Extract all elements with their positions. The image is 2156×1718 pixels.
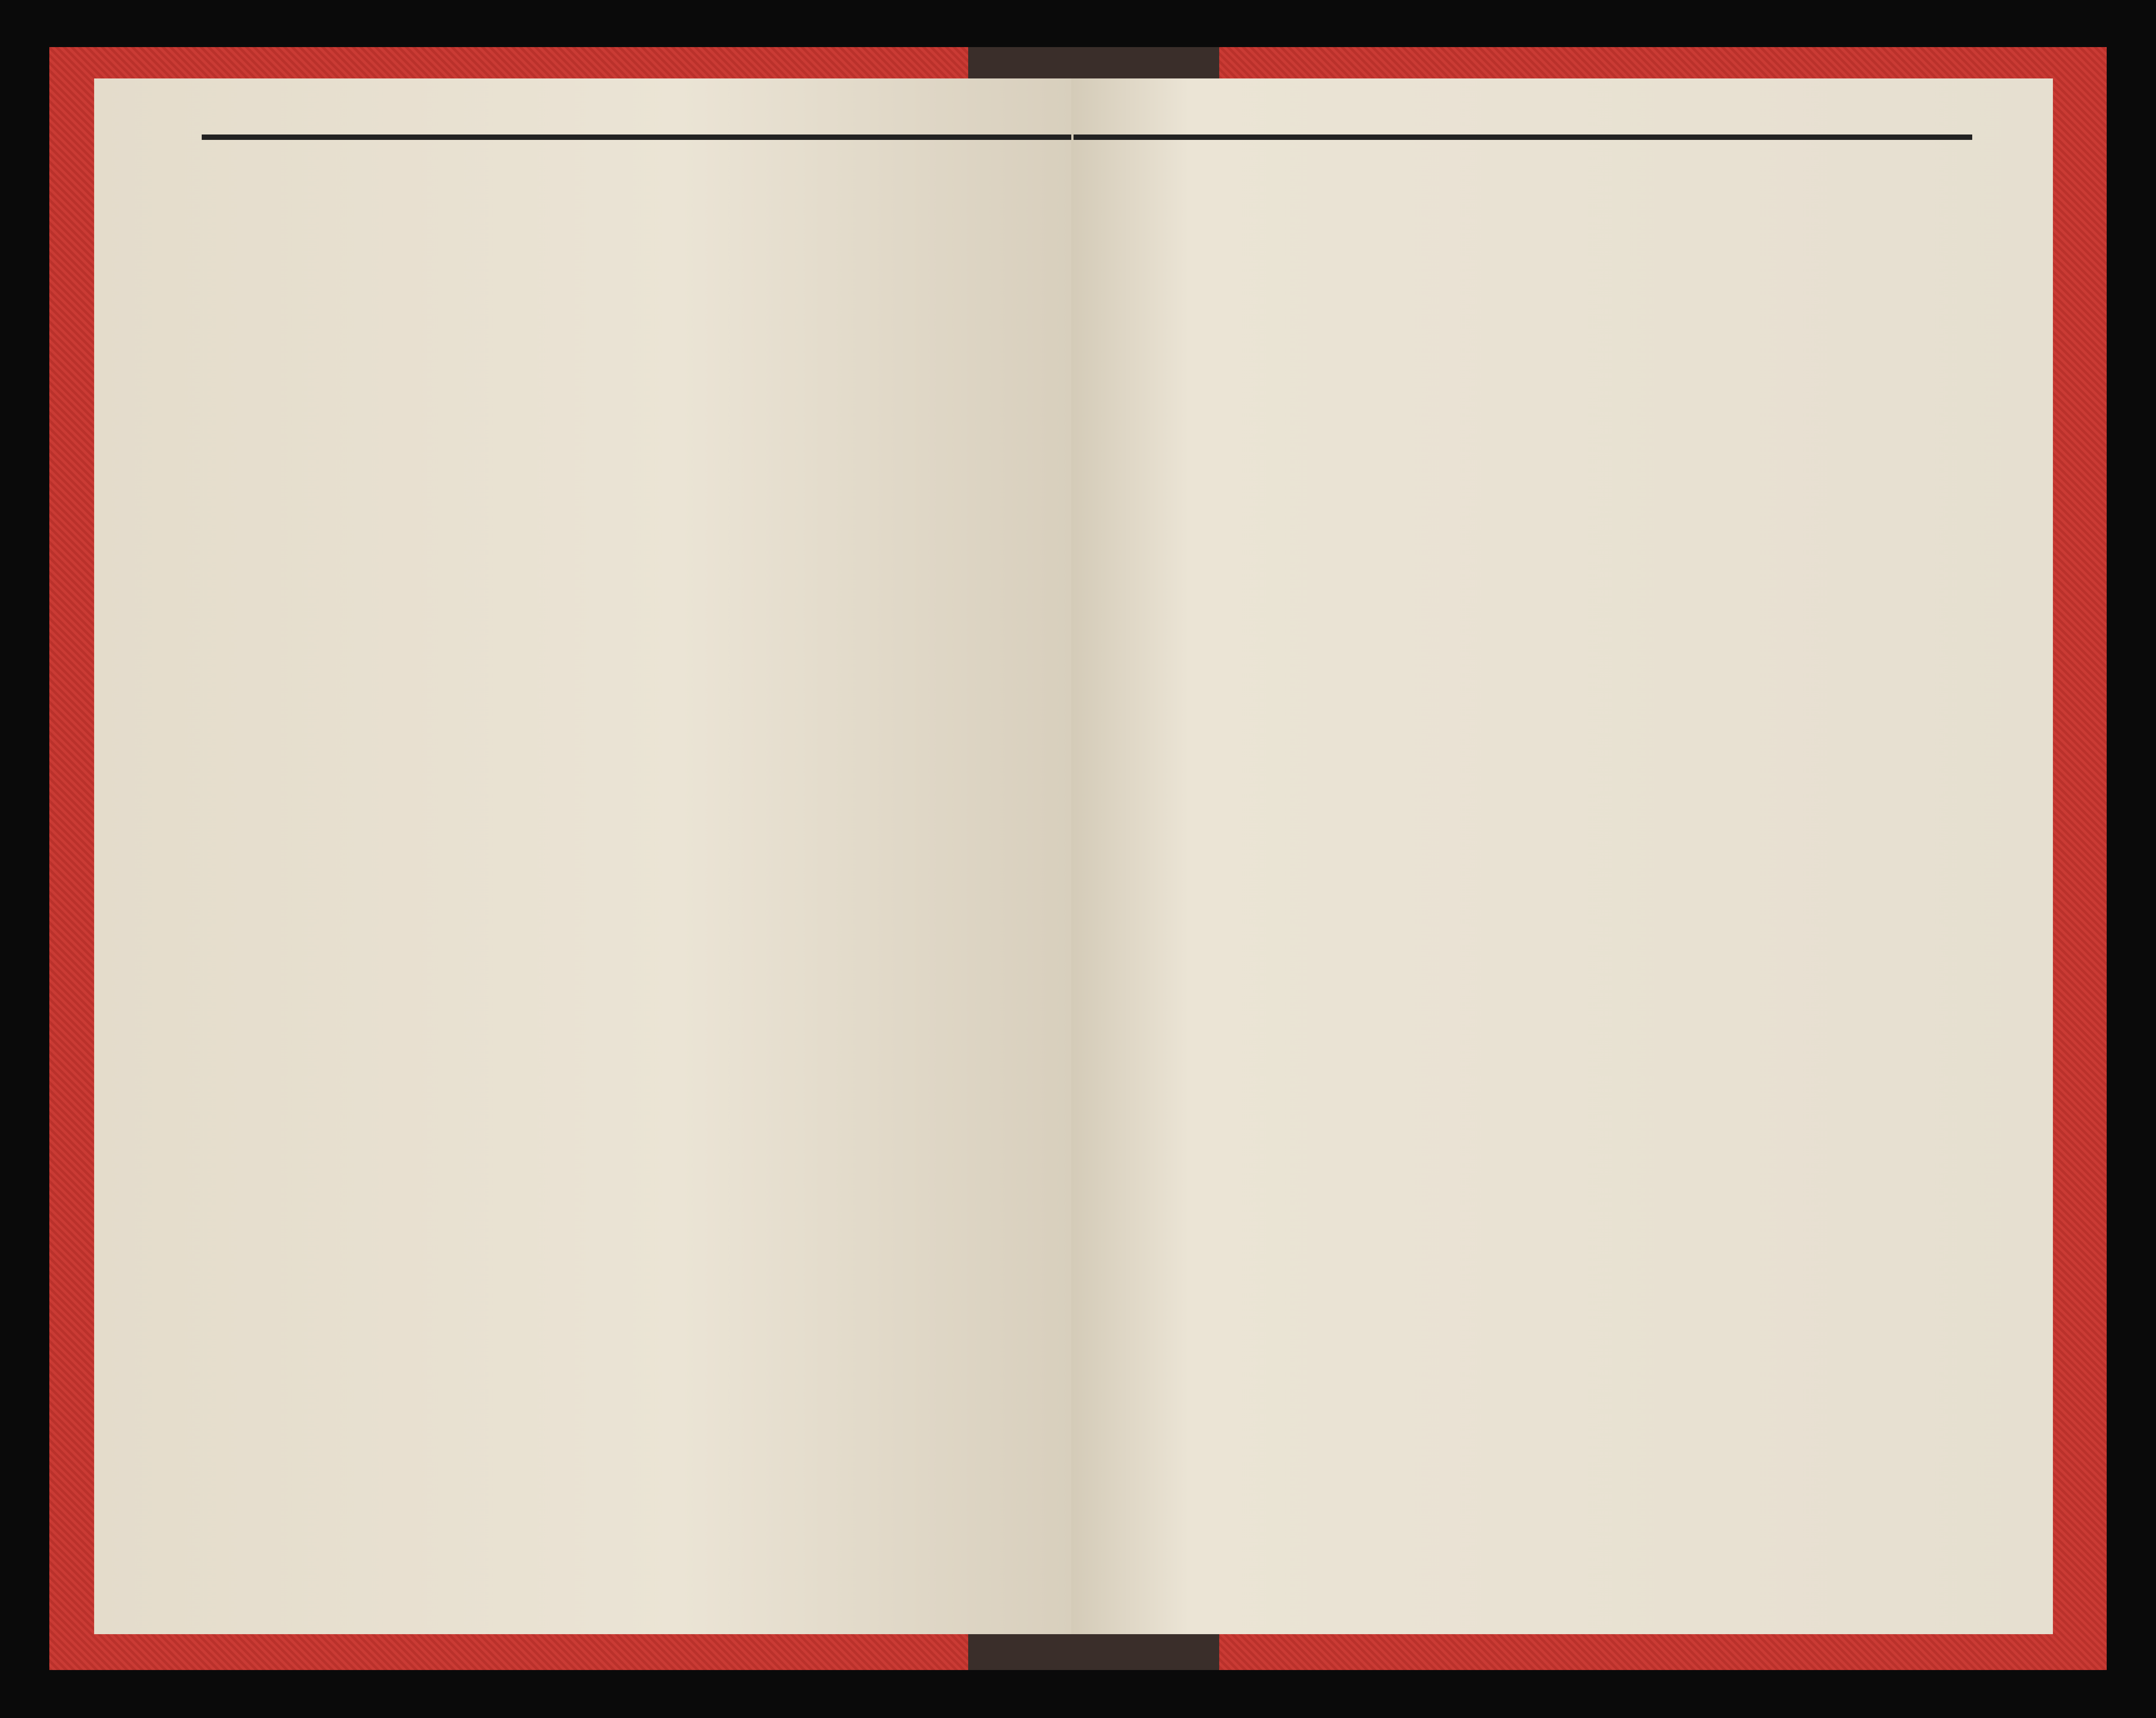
top-rule-left xyxy=(202,134,1071,140)
top-rule-right xyxy=(1074,134,1972,140)
left-page xyxy=(94,78,1071,1634)
right-page xyxy=(1071,78,2053,1634)
